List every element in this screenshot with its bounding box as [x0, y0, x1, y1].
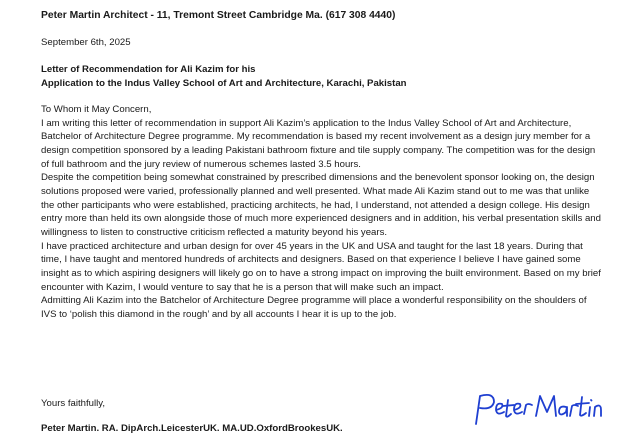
letterhead: Peter Martin Architect - 11, Tremont Street Cambridge Ma. (617 308 4440)	[41, 10, 396, 21]
letter-body	[41, 117, 601, 322]
body-paragraph: I have practiced architecture and urban design for over 45 years in the UK and USA and taught for the last 18 years. During that time, I have taught and mentored hundreds of architects and designers. Based on that experience I believe I have gained some insight as to which aspiring designers will likely go on to have a strong impact on improving the built environment. Based on my brief encounter with Kazim, I would venture to say that he is a person that will make such an impact.	[41, 240, 601, 293]
salutation: To Whom it May Concern,	[41, 104, 152, 116]
letter	[41, 9, 621, 322]
signoff: Peter Martin. RA. DipArch.LeicesterUK. MA.UD.OxfordBrookesUK.	[41, 423, 343, 434]
signature-drawing	[470, 388, 610, 428]
body-paragraph: Despite the competition being somewhat constrained by prescribed dimensions and the benevolent sponsor looking on, the design solutions proposed were varied, professionally planned and well presented. What made Ali Kazim stand out to me was that unlike the other participants who were established, practicing architects, he had, I understand, not attended a design college. His design entry more than held its own alongside those of much more experienced designers and in addition, his verbal presentation skills and willingness to listen to constructive criticism reflected a maturity beyond his years.	[41, 172, 601, 239]
body-paragraph: I am writing this letter of recommendation in support Ali Kazim’s application to the Indus Valley School of Art and Architecture, Batchelor of Architecture Degree programme. My recommendation is based my recent involvement as a design jury member for a design competition sponsored by a leading Pakistani bathroom fixture and tile supply company. The competition was for the design of full bathroom and the jury review of numerous schemes lasted 3.5 hours.	[41, 117, 596, 170]
letter-date: September 6th, 2025	[41, 37, 131, 48]
subject-line-2: Application to the Indus Valley School of Art and Architecture, Karachi, Pakistan	[41, 77, 407, 89]
handwritten-signature	[470, 388, 610, 428]
subject-line-1: Letter of Recommendation for Ali Kazim for his	[41, 64, 256, 75]
closing: Yours faithfully,	[41, 398, 105, 409]
signature-strokes	[476, 395, 601, 424]
subject-block	[41, 63, 621, 90]
body-paragraph: Admitting Ali Kazim into the Batchelor of Architecture Degree programme will place a wonderful responsibility on the shoulders of IVS to ‘polish this diamond in the rough’ and by all accounts I hear it is up to the job.	[41, 295, 587, 320]
